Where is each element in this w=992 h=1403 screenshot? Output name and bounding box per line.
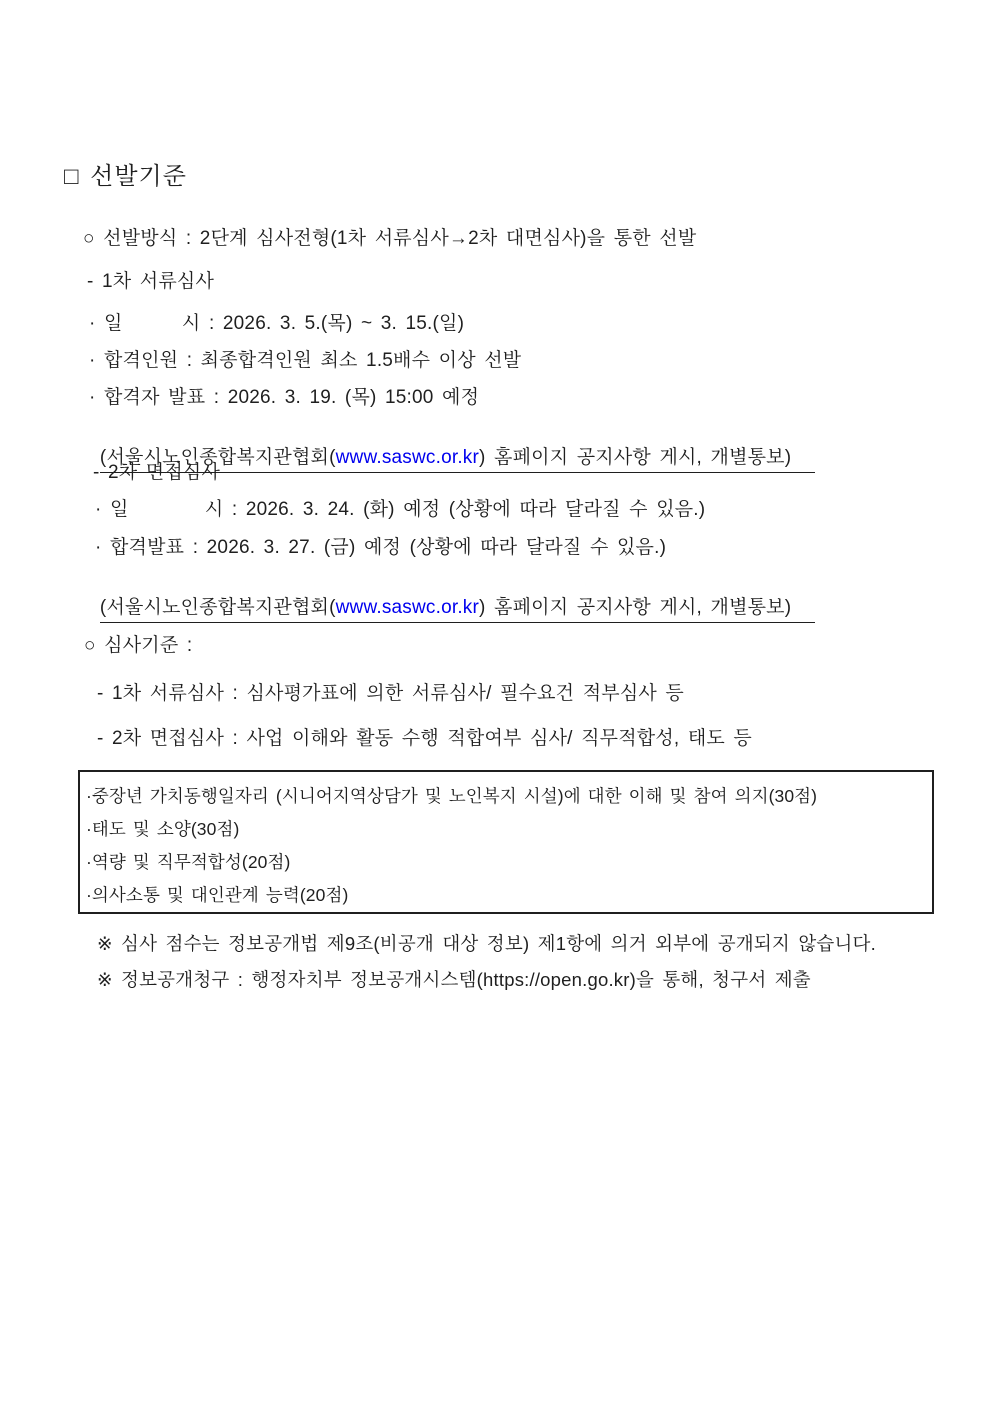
page-title: □ 선발기준 — [64, 163, 187, 190]
score-item: ·역량 및 직무적합성(20점) — [86, 852, 291, 872]
disclosure-request-line: ※ 정보공개청구 : 행정자치부 정보공개시스템(https://open.go.kr)을 통해, 청구서 제출 — [97, 969, 811, 990]
notice-text-suffix: ) 홈페이지 공지사항 게시, 개별통보) — [479, 596, 792, 618]
round2-announce-line: · 합격발표 : 2026. 3. 27. (금) 예정 (상황에 따라 달라질 수 있음.) — [95, 537, 667, 558]
notice-underline-wrap — [100, 596, 815, 623]
round1-title: - 1차 서류심사 — [87, 271, 215, 292]
notice-round1 — [66, 422, 815, 496]
round1-pass-count-line: · 합격인원 : 최종합격인원 최소 1.5배수 이상 선발 — [89, 350, 522, 371]
round2-date-line: · 일 시 : 2026. 3. 24. (화) 예정 (상황에 따라 달라질 수 있음.) — [95, 499, 706, 520]
notice-text-suffix: ) 홈페이지 공지사항 게시, 개별통보) — [479, 446, 792, 468]
privacy-note-line: ※ 심사 점수는 정보공개법 제9조(비공개 대상 정보) 제1항에 의거 외부에 공개되지 않습니다. — [97, 933, 876, 954]
score-item: ·의사소통 및 대인관계 능력(20점) — [86, 885, 349, 905]
saswc-link[interactable]: www.saswc.or.kr — [335, 446, 480, 468]
criteria-round2-line: - 2차 면접심사 : 사업 이해와 활동 수행 적합여부 심사/ 직무적합성, 태도 등 — [97, 728, 752, 749]
notice-text-prefix: (서울시노인종합복지관협회( — [99, 446, 336, 468]
criteria-round1-line: - 1차 서류심사 : 심사평가표에 의한 서류심사/ 필수요건 적부심사 등 — [97, 683, 684, 704]
round1-announce-line: · 합격자 발표 : 2026. 3. 19. (목) 15:00 예정 — [89, 387, 480, 408]
score-criteria-box — [78, 770, 934, 914]
round2-title: - 2차 면접심사 — [93, 462, 221, 483]
round1-date-line: · 일 시 : 2026. 3. 5.(목) ~ 3. 15.(일) — [89, 313, 465, 334]
score-item: ·중장년 가치동행일자리 (시니어지역상담가 및 노인복지 시설)에 대한 이해 및 참여 의지(30점) — [86, 786, 818, 806]
saswc-link[interactable]: www.saswc.or.kr — [335, 596, 480, 618]
selection-method-line: ○ 선발방식 : 2단계 심사전형(1차 서류심사→2차 대면심사)을 통한 선발 — [83, 228, 697, 249]
notice-text-prefix: (서울시노인종합복지관협회( — [99, 596, 336, 618]
criteria-heading: ○ 심사기준 : — [84, 635, 193, 656]
score-item: ·태도 및 소양(30점) — [86, 819, 240, 839]
